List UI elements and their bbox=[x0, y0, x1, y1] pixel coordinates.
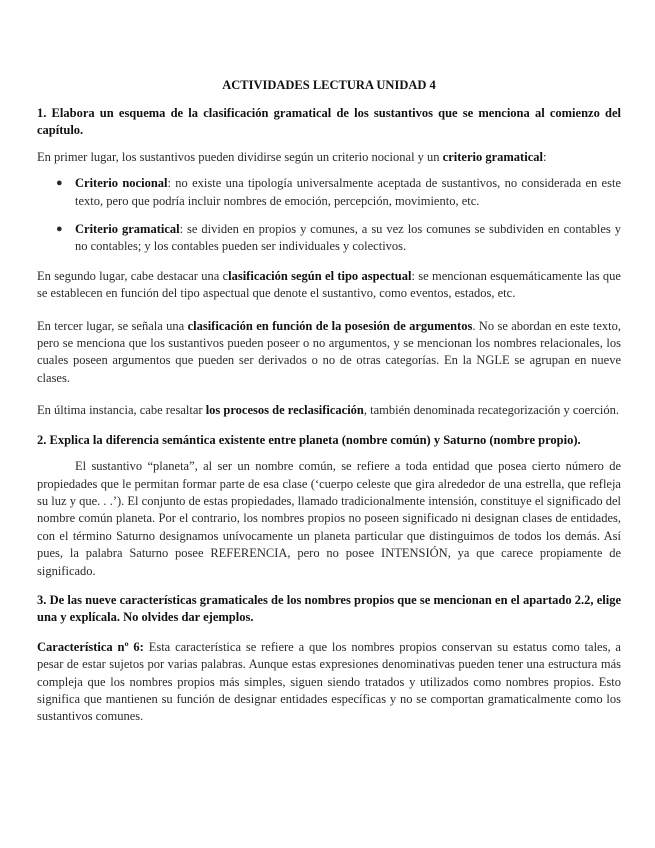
document-title: ACTIVIDADES LECTURA UNIDAD 4 bbox=[222, 78, 436, 92]
q1-intro-bold: criterio gramatical bbox=[442, 149, 543, 164]
q3-answer bbox=[37, 639, 621, 726]
q1-p2-end: : se mencionan esquemáticamente las que se establecen en función del tipo aspectual que denote el sustantivo, como eventos, estados, etc. bbox=[37, 268, 621, 301]
q1-paragraph-2 bbox=[37, 268, 621, 303]
list-item-text: : se dividen en propios y comunes, a su vez los comunes se subdividen en contables y no contables; y los contables pueden ser individuales y colectivos. bbox=[75, 222, 621, 254]
list-item-text: : no existe una tipología universalmente aceptada de sustantivos, no considerada en este texto, pero que podría incluir nombres de emoción, percepción, movimiento, etc. bbox=[75, 176, 621, 208]
bullet-icon: ● bbox=[56, 177, 63, 190]
q1-paragraph-4 bbox=[37, 402, 621, 419]
q3-answer-bold: Característica nº 6: bbox=[37, 639, 144, 654]
list-item-term: Criterio nocional bbox=[75, 176, 168, 191]
q1-p2-text: En segundo lugar, cabe destacar una c bbox=[37, 268, 229, 283]
q1-intro-paragraph bbox=[37, 149, 621, 166]
q3-answer-text: Esta característica se refiere a que los nombres propios conservan su estatus como tales, a pesar de estar sujetos por varias palabras. Aunque estas expresiones denominativas pueden tener una estructura más compleja que los nombres propios más simples, siguen siendo tratados y utilizados como nombres propios. Esto significa que mantienen su función de designar entidades específicas y no se comportan gramaticalmente como los sustantivos comunes. bbox=[37, 639, 621, 724]
question-1: 1. Elabora un esquema de la clasificación gramatical de los sustantivos que se menciona al comienzo del capítulo. bbox=[37, 106, 621, 138]
question-2: 2. Explica la diferencia semántica existente entre planeta (nombre común) y Saturno (nombre propio). bbox=[37, 432, 581, 447]
criteria-list bbox=[37, 175, 621, 256]
question-3: 3. De las nueve características gramaticales de los nombres propios que se mencionan en el apartado 2.2, elige una y explícala. No olvides dar ejemplos. bbox=[37, 592, 621, 625]
q1-paragraph-3 bbox=[37, 318, 621, 388]
q2-answer: El sustantivo “planeta”, al ser un nombre común, se refiere a toda entidad que posea cierto número de propiedades que le permitan formar parte de esa clase (‘cuerpo celeste que gira alrededor de una estrella, que refleja su luz y que. . .’). El conjunto de estas propiedades, llamado tradicionalmente intensión, constituye el significado del nombre común planeta. Por el contrario, los nombres propios no poseen significado ni designan clases de entidades, con el término Saturno designamos unívocamente un planeta particular que distinguimos de todos los demás. Así pues, la palabra Saturno posee REFERENCIA, pero no posee INTENSIÓN, ya que carece propiamente de significado. bbox=[37, 459, 621, 578]
q1-p4-text: En última instancia, cabe resaltar bbox=[37, 403, 206, 418]
q1-p3-end: . No se abordan en este texto, pero se menciona que los sustantivos pueden poseer o no argumentos, y se mencionan los nombres relacionales, los cuales poseen argumentos que pueden ser derivados o no de otras categorías. En la NGLE se agrupan en nueve clases. bbox=[37, 318, 621, 385]
q1-intro-end: : bbox=[542, 149, 547, 164]
list-item bbox=[37, 175, 621, 210]
q1-p2-bold: lasificación según el tipo aspectual bbox=[228, 268, 412, 283]
q1-p4-end: , también denominada recategorización y coerción. bbox=[363, 403, 619, 418]
q1-p3-text: En tercer lugar, se señala una bbox=[37, 318, 188, 333]
q1-p3-bold: clasificación en función de la posesión de argumentos bbox=[187, 318, 473, 333]
list-item-term: Criterio gramatical bbox=[75, 222, 180, 237]
q1-intro-text: En primer lugar, los sustantivos pueden dividirse según un criterio nocional y un bbox=[37, 149, 443, 164]
q1-p4-bold: los procesos de reclasificación bbox=[205, 403, 364, 418]
bullet-icon: ● bbox=[56, 223, 63, 236]
list-item bbox=[37, 221, 621, 256]
document-page bbox=[37, 78, 621, 726]
